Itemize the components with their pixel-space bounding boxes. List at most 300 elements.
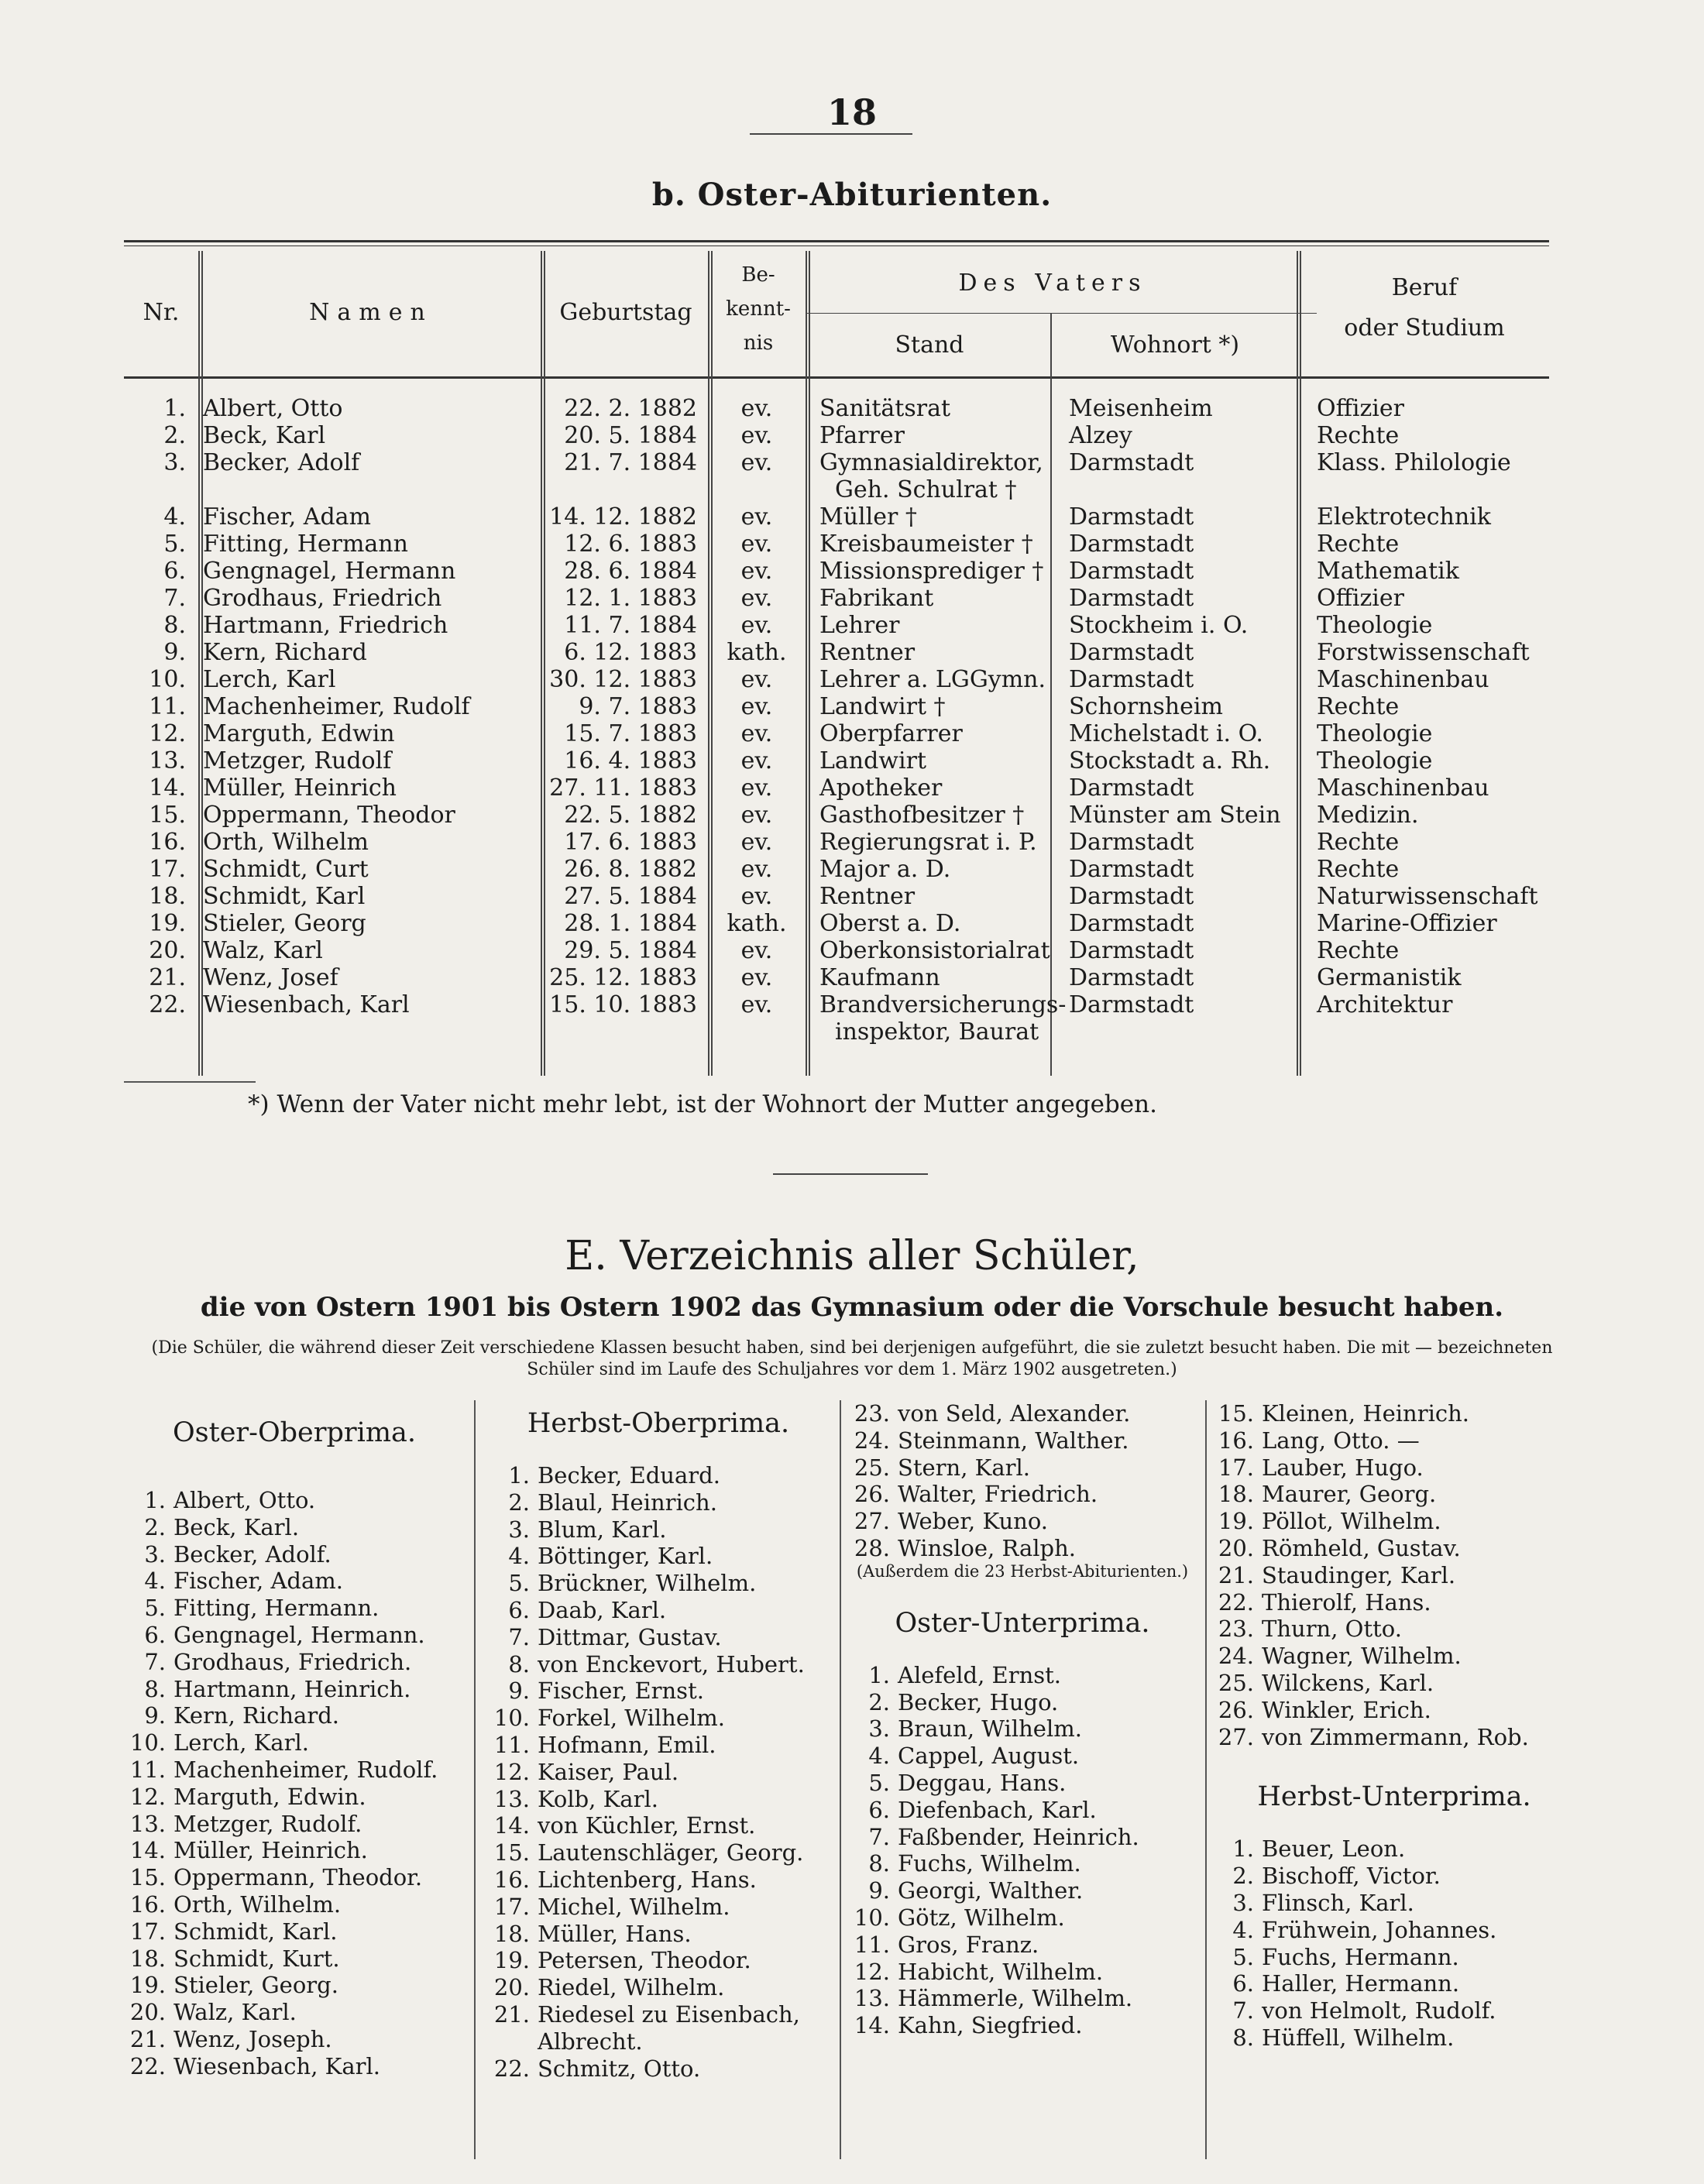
list-item (488, 1759, 829, 1786)
list-item-name: Böttinger, Karl. (538, 1543, 713, 1570)
list-item-number: 12. (129, 1783, 166, 1810)
row-beruf: Rechte (1317, 856, 1400, 883)
row-bekenntnis: ev. (740, 883, 773, 910)
list-item (848, 1662, 1197, 1689)
row-name: Müller, Heinrich (203, 774, 397, 802)
list-item-name: Albrecht. (538, 2028, 643, 2055)
row-date: 14. 12. 1882 (549, 503, 697, 531)
row-bekenntnis: ev. (740, 585, 773, 612)
list-item-number: 18. (493, 1920, 530, 1947)
list-item (488, 1974, 829, 2001)
row-beruf: Medizin. (1317, 802, 1419, 829)
row-stand-cont: Geh. Schulrat † (835, 476, 1017, 503)
list-item (848, 1904, 1197, 1932)
row-beruf: Offizier (1317, 585, 1404, 612)
herbst-oberprima-list (488, 1462, 829, 2082)
row-beruf: Theologie (1317, 747, 1433, 774)
row-date: 28. 6. 1884 (564, 558, 697, 585)
list-item (488, 1894, 829, 1921)
list-item-name: Wagner, Wilhelm. (1262, 1643, 1462, 1670)
column-rule (840, 1400, 841, 2159)
list-item-number: 17. (129, 1918, 166, 1945)
list-item-name: Albert, Otto. (173, 1487, 316, 1513)
row-date: 15. 7. 1883 (564, 720, 697, 747)
list-item (488, 1462, 829, 1489)
herbst-unterprima-title: Herbst-Unterprima. (1257, 1781, 1531, 1813)
row-date: 12. 1. 1883 (564, 585, 697, 612)
list-item-name: Thurn, Otto. (1262, 1616, 1402, 1643)
row-stand: Regierungsrat i. P. (819, 829, 1037, 856)
list-item-number: 19. (493, 1947, 530, 1974)
row-stand: Brandversicherungs- (819, 991, 1067, 1018)
list-item-number: 28. (854, 1534, 890, 1561)
list-item-name: Walter, Friedrich. (898, 1481, 1098, 1508)
row-bekenntnis: ev. (740, 503, 773, 531)
row-beruf: Klass. Philologie (1317, 449, 1511, 476)
row-name: Schmidt, Curt (203, 856, 369, 883)
row-name: Walz, Karl (203, 937, 323, 964)
list-item-name: Weber, Kuno. (898, 1508, 1048, 1535)
list-item (1212, 1835, 1576, 1863)
oster-oberprima-list (124, 1487, 465, 2080)
list-item-number: 2. (868, 1688, 890, 1715)
header-namen: Namen (309, 299, 433, 326)
row-name: Lerch, Karl (203, 666, 336, 693)
herbst-oberprima-list-cont (848, 1400, 1197, 1562)
list-item-name: Brückner, Wilhelm. (538, 1570, 757, 1597)
col-divider (809, 251, 810, 1076)
row-stand: Gymnasialdirektor, (819, 449, 1043, 476)
list-item-name: Diefenbach, Karl. (898, 1796, 1097, 1823)
list-item-number: 6. (868, 1796, 890, 1823)
row-nr: 21. (149, 964, 186, 991)
list-item (1212, 1997, 1576, 2024)
row-nr: 1. (163, 395, 186, 422)
section-b-title: b. Oster-Abiturienten. (651, 177, 1053, 213)
list-item-number: 7. (1232, 1997, 1254, 2024)
row-wohnort: Darmstadt (1069, 503, 1194, 531)
list-item-name: Thierolf, Hans. (1262, 1588, 1431, 1616)
row-date: 9. 7. 1883 (579, 693, 697, 720)
row-wohnort: Münster am Stein (1069, 802, 1281, 829)
list-item-name: Kern, Richard. (173, 1702, 339, 1729)
list-item (124, 1487, 465, 1514)
list-item-name: Römheld, Gustav. (1262, 1534, 1461, 1561)
row-stand: Kaufmann (819, 964, 940, 991)
list-item (124, 1999, 465, 2026)
row-bekenntnis: ev. (740, 612, 773, 639)
list-item-name: Orth, Wilhelm. (173, 1890, 342, 1918)
list-item (1212, 1970, 1576, 1997)
list-item (124, 1945, 465, 1973)
list-item-number: 16. (493, 1866, 530, 1893)
row-nr: 9. (163, 639, 186, 666)
list-item (488, 1812, 829, 1839)
list-item (124, 1514, 465, 1541)
list-item (488, 1516, 829, 1544)
list-item-name: Lautenschläger, Georg. (538, 1839, 804, 1866)
list-item-name: Gengnagel, Hermann. (173, 1621, 425, 1648)
row-name: Fischer, Adam (203, 503, 372, 531)
row-date: 30. 12. 1883 (549, 666, 697, 693)
list-item (124, 1729, 465, 1756)
header-bekenntnis-3: nis (743, 331, 774, 355)
list-item-number: 2. (1232, 1863, 1254, 1890)
row-nr: 5. (163, 531, 186, 558)
list-item-number: 24. (854, 1427, 890, 1454)
list-item (488, 1839, 829, 1866)
list-item-number: 16. (129, 1890, 166, 1918)
row-bekenntnis: ev. (740, 395, 773, 422)
list-item-number: 20. (1218, 1534, 1254, 1561)
abiturienten-table (124, 240, 1549, 1073)
row-bekenntnis: ev. (740, 422, 773, 449)
list-item (124, 2053, 465, 2080)
list-item (124, 1784, 465, 1811)
row-wohnort: Darmstadt (1069, 449, 1194, 476)
list-item-name: Haller, Hermann. (1262, 1970, 1460, 1997)
list-item-number: 6. (144, 1621, 166, 1648)
list-item-number: 24. (1218, 1643, 1254, 1670)
row-name: Machenheimer, Rudolf (203, 693, 470, 720)
row-date: 20. 5. 1884 (564, 422, 697, 449)
list-item (848, 1481, 1197, 1508)
list-item-number: 1. (144, 1487, 166, 1513)
list-item (124, 1568, 465, 1595)
row-stand: Landwirt † (819, 693, 946, 720)
list-item-number: 8. (1232, 2024, 1254, 2051)
list-item-number: 20. (493, 1974, 530, 2001)
list-item-number: 16. (1218, 1427, 1254, 1454)
row-date: 16. 4. 1883 (564, 747, 697, 774)
list-item-name: von Seld, Alexander. (898, 1400, 1131, 1427)
list-item-name: Hofmann, Emil. (538, 1731, 716, 1758)
list-item-number: 22. (493, 2055, 530, 2082)
list-item (488, 1677, 829, 1705)
list-item-number: 11. (854, 1931, 890, 1958)
list-item-number: 6. (508, 1596, 530, 1623)
list-item-name: von Enckevort, Hubert. (538, 1650, 805, 1677)
row-name: Grodhaus, Friedrich (203, 585, 442, 612)
column-rule (474, 1400, 476, 2159)
list-item (1212, 2024, 1576, 2052)
list-item-number: 12. (493, 1758, 530, 1785)
list-item (1212, 1535, 1576, 1562)
row-wohnort: Darmstadt (1069, 666, 1194, 693)
list-item-name: Georgi, Walther. (898, 1877, 1084, 1904)
list-item-number: 14. (129, 1837, 166, 1864)
column-herbst-oberprima (488, 1408, 829, 2082)
list-item (124, 1972, 465, 1999)
row-stand: Rentner (819, 883, 916, 910)
row-name: Marguth, Edwin (203, 720, 395, 747)
list-item-name: Fuchs, Wilhelm. (898, 1850, 1081, 1877)
list-item-number: 9. (144, 1702, 166, 1729)
row-beruf: Architektur (1317, 991, 1453, 1018)
list-item-name: Staudinger, Karl. (1262, 1561, 1456, 1588)
list-item (488, 1624, 829, 1651)
list-item-name: Dittmar, Gustav. (538, 1623, 722, 1650)
list-item-name: Frühwein, Johannes. (1262, 1916, 1497, 1943)
list-item-name: Bischoff, Victor. (1262, 1863, 1441, 1890)
list-item-number: 13. (493, 1785, 530, 1812)
list-item-number: 14. (493, 1812, 530, 1839)
list-item (488, 1651, 829, 1678)
list-item-name: Grodhaus, Friedrich. (173, 1648, 412, 1675)
list-item (848, 1850, 1197, 1877)
list-item (124, 1595, 465, 1622)
oster-unterprima-title: Oster-Unterprima. (895, 1607, 1150, 1639)
column-oster-oberprima (124, 1417, 465, 2080)
list-item (124, 1891, 465, 1918)
row-nr: 19. (149, 910, 186, 937)
list-item-name: Steinmann, Walther. (898, 1427, 1129, 1454)
list-item-name: Götz, Wilhelm. (898, 1904, 1065, 1931)
row-bekenntnis: ev. (740, 964, 773, 991)
list-item (488, 1705, 829, 1732)
row-date: 27. 11. 1883 (549, 774, 697, 802)
list-item-number: 7. (868, 1823, 890, 1850)
list-item (848, 1824, 1197, 1851)
row-wohnort: Darmstadt (1069, 937, 1194, 964)
row-stand: Oberst a. D. (819, 910, 961, 937)
list-item-number: 26. (854, 1481, 890, 1508)
row-bekenntnis: ev. (740, 991, 773, 1018)
row-date: 6. 12. 1883 (564, 639, 697, 666)
row-bekenntnis: ev. (740, 774, 773, 802)
list-item (1212, 1697, 1576, 1724)
list-item-number: 4. (868, 1743, 890, 1770)
row-nr: 12. (149, 720, 186, 747)
list-item (488, 1597, 829, 1624)
row-wohnort: Darmstadt (1069, 585, 1194, 612)
list-item-name: Kolb, Karl. (538, 1785, 658, 1812)
list-item-number: 22. (129, 2052, 166, 2079)
header-bekenntnis-1: Be- (741, 263, 775, 287)
oster-unterprima-list-cont (1212, 1400, 1576, 1750)
row-wohnort: Darmstadt (1069, 991, 1194, 1018)
row-beruf: Maschinenbau (1317, 774, 1489, 802)
list-item (1212, 1944, 1576, 1971)
list-item-number: 5. (144, 1595, 166, 1622)
row-beruf: Rechte (1317, 422, 1400, 449)
list-item-number: 3. (1232, 1889, 1254, 1916)
list-item-number: 4. (1232, 1916, 1254, 1943)
row-bekenntnis: ev. (740, 531, 773, 558)
list-item-name: Stieler, Georg. (173, 1972, 338, 1999)
row-wohnort: Darmstadt (1069, 531, 1194, 558)
list-item-name: Flinsch, Karl. (1262, 1889, 1414, 1916)
list-item (1212, 1481, 1576, 1508)
list-item (124, 1541, 465, 1568)
row-name: Metzger, Rudolf (203, 747, 392, 774)
row-bekenntnis: ev. (740, 558, 773, 585)
list-item (848, 1427, 1197, 1454)
herbst-unterprima-list (1212, 1835, 1576, 2051)
list-item-number: 4. (144, 1568, 166, 1595)
row-name: Fitting, Hermann (203, 531, 408, 558)
row-nr: 3. (163, 449, 186, 476)
row-stand-cont: inspektor, Baurat (835, 1018, 1039, 1046)
row-date: 26. 8. 1882 (564, 856, 697, 883)
list-item (848, 1400, 1197, 1427)
list-item (1212, 1562, 1576, 1589)
list-item-name: Beuer, Leon. (1262, 1835, 1406, 1863)
list-item-number: 27. (1218, 1723, 1254, 1750)
row-bekenntnis: ev. (740, 802, 773, 829)
list-item-number: 26. (1218, 1696, 1254, 1723)
list-item-number: 14. (854, 2012, 890, 2039)
list-item-name: Metzger, Rudolf. (173, 1810, 362, 1837)
row-beruf: Marine-Offizier (1317, 910, 1497, 937)
list-item-name: Faßbender, Heinrich. (898, 1823, 1139, 1850)
list-item (848, 1797, 1197, 1824)
list-item-number: 23. (1218, 1616, 1254, 1643)
row-wohnort: Darmstadt (1069, 558, 1194, 585)
header-stand: Stand (895, 331, 964, 359)
list-item-name: Becker, Hugo. (898, 1688, 1059, 1715)
row-date: 22. 2. 1882 (564, 395, 697, 422)
list-item (124, 1837, 465, 1864)
list-item-number: 17. (1218, 1454, 1254, 1481)
list-item-name: Gros, Franz. (898, 1931, 1039, 1958)
table-top-rule (124, 240, 1549, 242)
list-item-name: Lang, Otto. — (1262, 1427, 1420, 1454)
list-item-number: 3. (868, 1715, 890, 1743)
row-name: Oppermann, Theodor (203, 802, 455, 829)
row-beruf: Rechte (1317, 531, 1400, 558)
oster-oberprima-title: Oster-Oberprima. (172, 1417, 417, 1448)
list-item (488, 1921, 829, 1948)
list-item-name: Wenz, Joseph. (173, 2025, 332, 2052)
row-beruf: Mathematik (1317, 558, 1459, 585)
list-item (1212, 1508, 1576, 1535)
row-stand: Gasthofbesitzer † (819, 802, 1025, 829)
list-item (488, 1489, 829, 1516)
row-stand: Müller † (819, 503, 917, 531)
list-item-number: 8. (144, 1675, 166, 1702)
list-item-number: 19. (129, 1972, 166, 1999)
list-item-number: 25. (1218, 1669, 1254, 1696)
row-beruf: Rechte (1317, 829, 1400, 856)
list-item-name: Wilckens, Karl. (1262, 1669, 1434, 1696)
list-item-number: 17. (493, 1893, 530, 1920)
row-nr: 13. (149, 747, 186, 774)
list-item-number: 10. (129, 1729, 166, 1756)
row-wohnort: Darmstadt (1069, 883, 1194, 910)
list-item-number: 11. (129, 1756, 166, 1783)
list-item (848, 1959, 1197, 1986)
row-nr: 2. (163, 422, 186, 449)
list-item-number: 3. (508, 1516, 530, 1543)
list-item-number: 5. (868, 1769, 890, 1796)
list-item (488, 2055, 829, 2083)
list-item-name: Braun, Wilhelm. (898, 1715, 1082, 1743)
list-item-number: 12. (854, 1958, 890, 1985)
list-item (848, 1932, 1197, 1959)
list-item (1212, 1724, 1576, 1751)
list-item-continuation (488, 2028, 829, 2055)
list-item-name: Kaiser, Paul. (538, 1758, 679, 1785)
list-item (1212, 1670, 1576, 1697)
row-stand: Major a. D. (819, 856, 951, 883)
list-item-number: 23. (854, 1400, 890, 1427)
footnote-rule (124, 1081, 256, 1083)
herbst-oberprima-note: (Außerdem die 23 Herbst-Abiturienten.) (856, 1561, 1189, 1581)
oster-unterprima-list (848, 1662, 1197, 2039)
row-nr: 4. (163, 503, 186, 531)
row-name: Gengnagel, Hermann (203, 558, 456, 585)
list-item-number: 25. (854, 1454, 890, 1481)
row-nr: 11. (149, 693, 186, 720)
list-item-number: 3. (144, 1540, 166, 1568)
list-item-number: 20. (129, 1999, 166, 2026)
list-item (124, 1622, 465, 1649)
row-beruf: Rechte (1317, 693, 1400, 720)
row-beruf: Theologie (1317, 720, 1433, 747)
row-date: 15. 10. 1883 (549, 991, 697, 1018)
header-des-vaters: Des Vaters (958, 270, 1147, 297)
list-item (1212, 1917, 1576, 1944)
list-item-number: 15. (129, 1864, 166, 1891)
row-wohnort: Stockstadt a. Rh. (1069, 747, 1271, 774)
row-date: 21. 7. 1884 (564, 449, 697, 476)
section-divider (773, 1173, 928, 1175)
vaters-subrule (806, 313, 1317, 314)
list-item-name: Müller, Heinrich. (173, 1837, 368, 1864)
row-stand: Kreisbaumeister † (819, 531, 1033, 558)
row-wohnort: Michelstadt i. O. (1069, 720, 1263, 747)
row-wohnort: Stockheim i. O. (1069, 612, 1249, 639)
list-item (488, 1732, 829, 1759)
list-item-name: Hartmann, Heinrich. (173, 1675, 411, 1702)
row-date: 28. 1. 1884 (564, 910, 697, 937)
list-item (124, 1676, 465, 1703)
list-item-number: 27. (854, 1508, 890, 1535)
row-wohnort: Darmstadt (1069, 964, 1194, 991)
list-item-number: 7. (508, 1623, 530, 1650)
list-item-name: Wiesenbach, Karl. (173, 2052, 380, 2079)
list-item (124, 1702, 465, 1729)
list-item-name: Stern, Karl. (898, 1454, 1030, 1481)
list-item-number: 19. (1218, 1508, 1254, 1535)
header-oder-studium: oder Studium (1344, 314, 1505, 342)
list-item (848, 1535, 1197, 1562)
list-item-number: 9. (508, 1677, 530, 1705)
row-stand: Missionsprediger † (819, 558, 1044, 585)
row-stand: Lehrer a. LGGymn. (819, 666, 1046, 693)
list-item (124, 1649, 465, 1676)
list-item (848, 1715, 1197, 1743)
row-bekenntnis: ev. (740, 937, 773, 964)
col-divider (1297, 251, 1298, 1076)
list-item-name: Maurer, Georg. (1262, 1481, 1437, 1508)
row-stand: Oberkonsistorialrat (819, 937, 1050, 964)
list-item-name: Riedesel zu Eisenbach, (538, 2000, 800, 2028)
list-item-number: 4. (508, 1543, 530, 1570)
header-beruf: Beruf (1391, 274, 1458, 301)
section-e-title: E. Verzeichnis aller Schüler, (565, 1233, 1139, 1279)
page-number: 18 (826, 91, 877, 133)
row-bekenntnis: kath. (727, 910, 787, 937)
row-stand: Sanitätsrat (819, 395, 951, 422)
row-nr: 15. (149, 802, 186, 829)
list-item-number: 10. (493, 1705, 530, 1732)
list-item-number: 13. (129, 1810, 166, 1837)
row-name: Orth, Wilhelm (203, 829, 369, 856)
list-item-name: Deggau, Hans. (898, 1769, 1067, 1796)
list-item (848, 1508, 1197, 1535)
